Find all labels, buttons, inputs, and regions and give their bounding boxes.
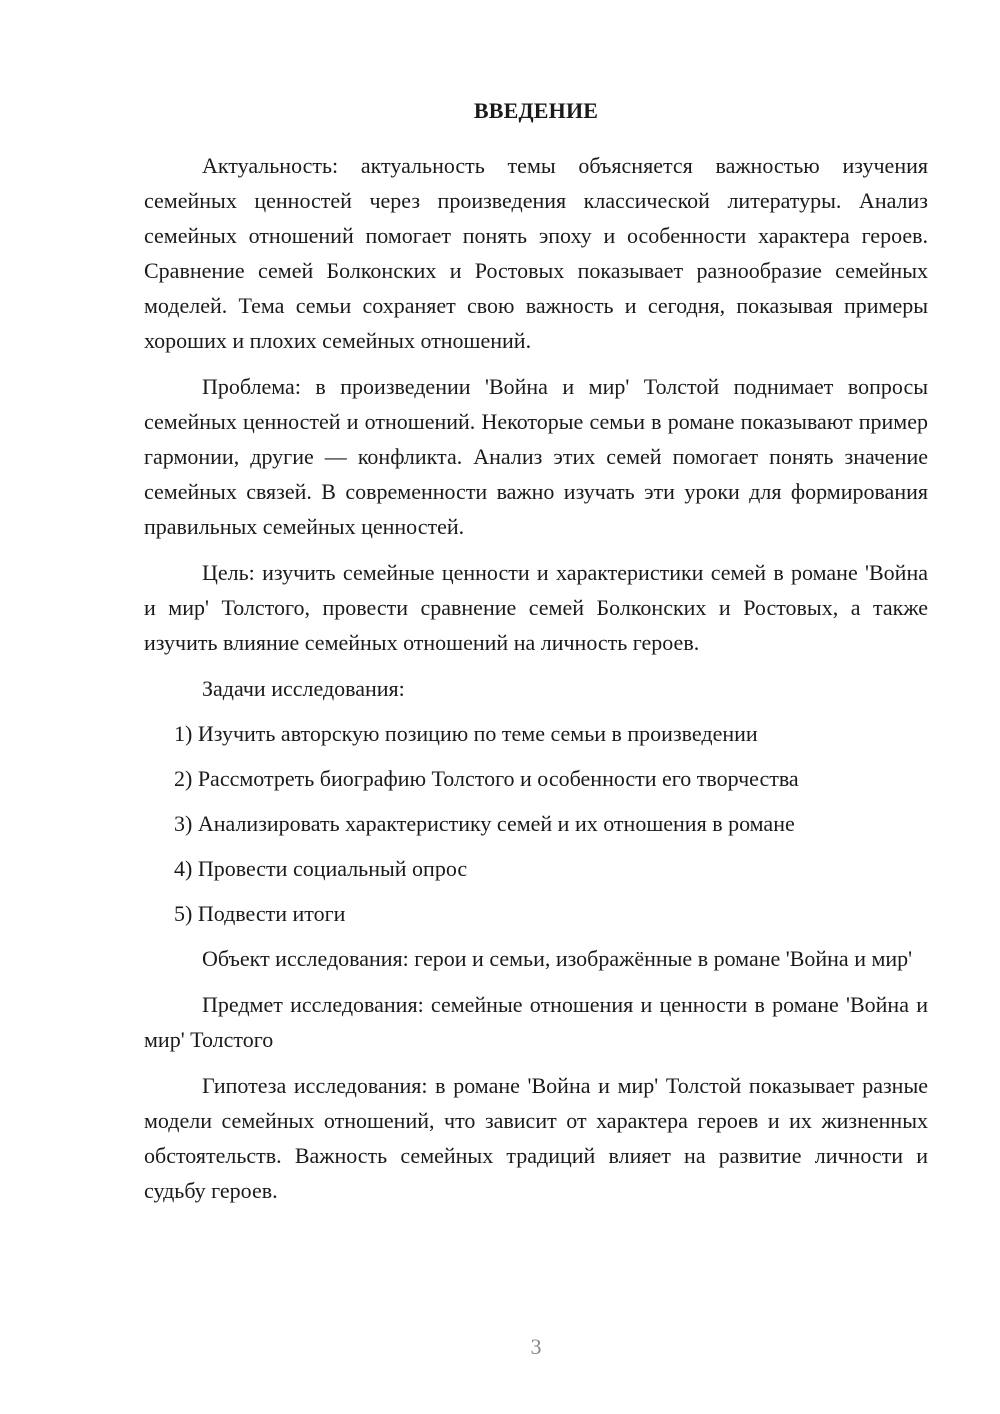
task-item: 5) Подвести итоги bbox=[174, 901, 346, 926]
task-item: 1) Изучить авторскую позицию по теме семьи в произведении bbox=[174, 721, 758, 746]
task-item: 4) Провести социальный опрос bbox=[174, 856, 468, 881]
paragraph-goal: Цель: изучить семейные ценности и характеристики семей в романе 'Война и мир' Толстого, провести сравнение семей Болконских и Ростовых, а также изучить влияние семейных отношений на личность героев. bbox=[144, 560, 928, 655]
tasks-title: Задачи исследования: bbox=[202, 676, 405, 701]
task-item: 2) Рассмотреть биографию Толстого и особенности его творчества bbox=[174, 766, 799, 791]
paragraph-hypothesis: Гипотеза исследования: в романе 'Война и мир' Толстой показывает разные модели семейных отношений, что зависит от характера героев и их жизненных обстоятельств. Важность семейных традиций влияет на развитие личности и судьбу героев. bbox=[144, 1073, 928, 1203]
page-number: 3 bbox=[530, 1334, 542, 1359]
paragraph-relevance: Актуальность: актуальность темы объясняется важностью изучения семейных ценностей через произведения классической литературы. Анализ семейных отношений помогает понять эпоху и особенности характера героев. Сравнение семей Болконских и Ростовых показывает разнообразие семейных моделей. Тема семьи сохраняет свою важность и сегодня, показывая примеры хороших и плохих семейных отношений. bbox=[144, 153, 928, 353]
paragraph-subject: Предмет исследования: семейные отношения и ценности в романе 'Война и мир' Толстого bbox=[144, 992, 928, 1052]
paragraph-problem: Проблема: в произведении 'Война и мир' Толстой поднимает вопросы семейных ценностей и отношений. Некоторые семьи в романе показывают пример гармонии, другие — конфликта. Анализ этих семей помогает понять значение семейных связей. В современности важно изучать эти уроки для формирования правильных семейных ценностей. bbox=[144, 374, 928, 539]
section-heading: ВВЕДЕНИЕ bbox=[473, 98, 599, 123]
paragraph-object: Объект исследования: герои и семьи, изображённые в романе 'Война и мир' bbox=[202, 946, 913, 971]
task-item: 3) Анализировать характеристику семей и их отношения в романе bbox=[174, 811, 795, 836]
tasks-list bbox=[144, 716, 928, 931]
document-page bbox=[144, 96, 928, 1219]
